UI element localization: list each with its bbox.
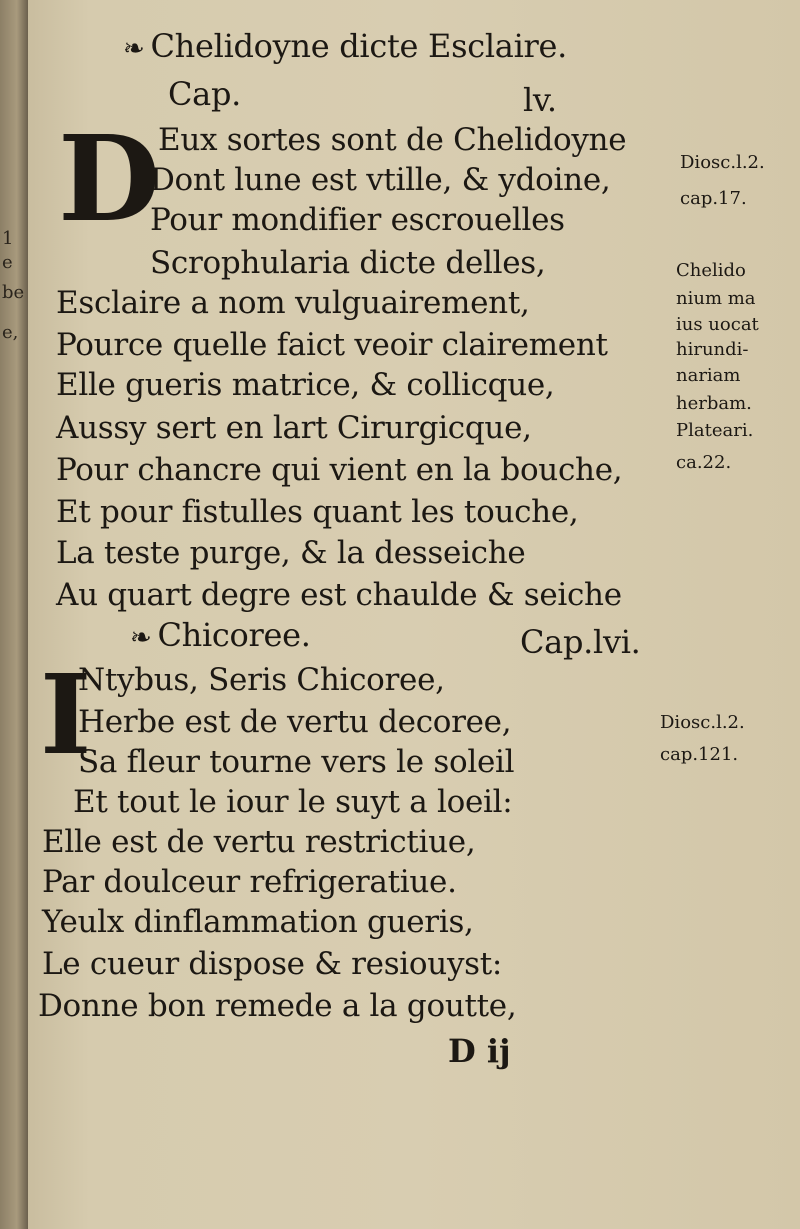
verse-line: Eux sortes sont de Chelidoyne [158, 122, 627, 158]
drop-cap: I [40, 650, 92, 779]
verse-line: Pour mondifier escrouelles [150, 202, 565, 238]
verse-line: Scrophularia dicte delles, [150, 245, 546, 281]
verse-line: Esclaire a nom vulguairement, [56, 285, 530, 321]
margin-note: cap.121. [660, 744, 739, 765]
margin-note: Plateari. [676, 420, 754, 441]
fleuron-icon: ❧ [130, 623, 152, 653]
fleuron-icon: ❧ [123, 34, 145, 64]
verse-line: Elle gueris matrice, & collicque, [56, 367, 555, 403]
chapter-title: Chelidoyne dicte Esclaire. [150, 27, 568, 65]
book-page [28, 0, 800, 1229]
chapter-cap-label: Cap.lvi. [520, 623, 641, 661]
verse-line: Elle est de vertu restrictiue, [42, 824, 476, 860]
signature-mark: D ij [448, 1032, 511, 1070]
gutter-fragment: 1 [2, 228, 14, 249]
verse-line: Dont lune est vtille, & ydoine, [150, 162, 611, 198]
margin-note: herbam. [676, 393, 752, 414]
verse-line: Donne bon remede a la goutte, [38, 988, 517, 1024]
chapter-cap-label: Cap. [168, 75, 242, 113]
margin-note: Chelido [676, 260, 746, 281]
verse-line: La teste purge, & la desseiche [56, 535, 526, 571]
verse-line: Par doulceur refrigeratiue. [42, 864, 457, 900]
margin-note: Diosc.l.2. [680, 152, 765, 173]
margin-note: ius uocat [676, 314, 759, 335]
margin-note: Diosc.l.2. [660, 712, 745, 733]
gutter-fragment: e, [2, 322, 19, 343]
chapter-cap-number: lv. [523, 81, 557, 119]
verse-line: Yeulx dinflammation gueris, [42, 904, 474, 940]
verse-line: Le cueur dispose & resiouyst: [42, 946, 503, 982]
verse-line: Et pour fistulles quant les touche, [56, 494, 579, 530]
margin-note: nariam [676, 365, 741, 386]
verse-line: Et tout le iour le suyt a loeil: [73, 784, 513, 820]
verse-line: Sa fleur tourne vers le soleil [78, 744, 515, 780]
margin-note: hirundi- [676, 339, 749, 360]
gutter-fragment: be [2, 282, 25, 303]
drop-cap: D [58, 109, 161, 248]
margin-note: ca.22. [676, 452, 732, 473]
verse-line: Ntybus, Seris Chicoree, [78, 662, 445, 698]
verse-line: Pource quelle faict veoir clairement [56, 327, 608, 363]
chapter-heading [123, 26, 567, 69]
verse-line: Au quart degre est chaulde & seiche [56, 577, 622, 613]
verse-line: Aussy sert en lart Cirurgicque, [56, 410, 532, 446]
gutter-fragment: e [2, 252, 13, 273]
verse-line: Pour chancre qui vient en la bouche, [56, 452, 623, 488]
verse-line: Herbe est de vertu decoree, [78, 704, 512, 740]
margin-note: cap.17. [680, 188, 747, 209]
book-gutter [0, 0, 28, 1229]
margin-note: nium ma [676, 288, 756, 309]
chapter-title: Chicoree. [157, 616, 311, 654]
chapter-heading [130, 615, 311, 658]
